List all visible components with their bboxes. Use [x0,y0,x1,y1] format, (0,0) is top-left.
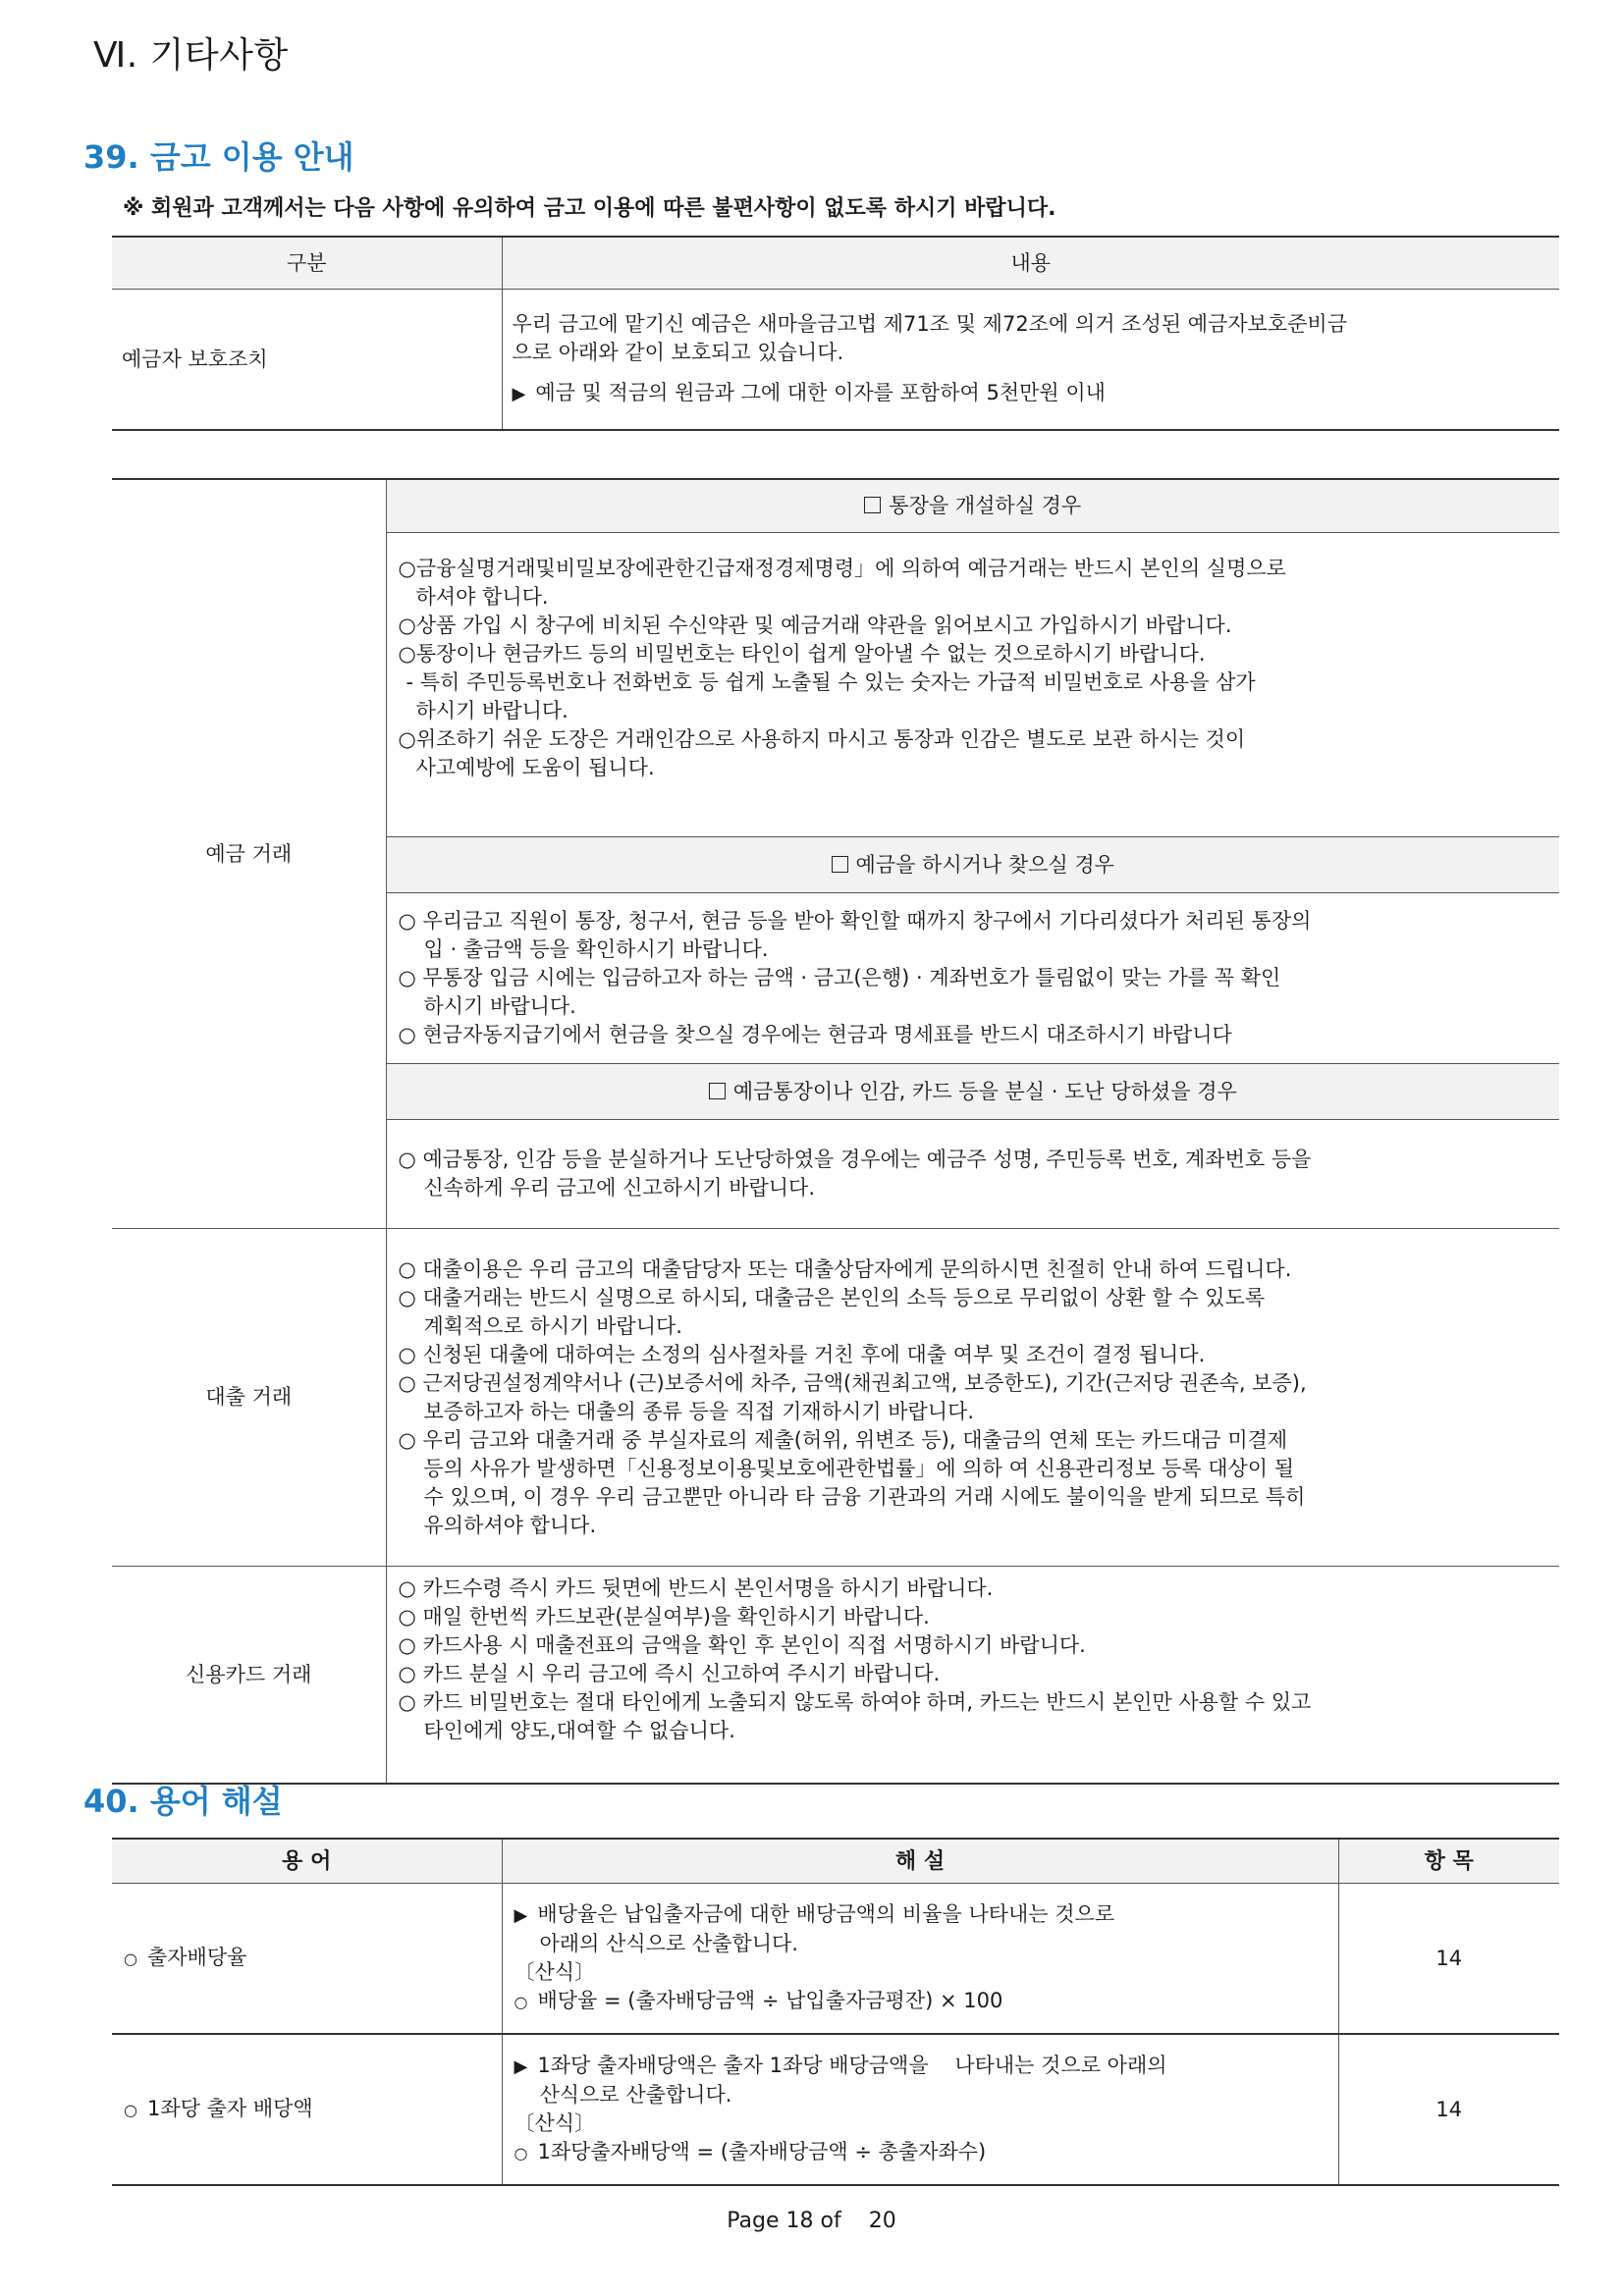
open-line: ○금융실명거래및비밀보장에관한긴급재정경제명령」에 의하여 예금거래는 반드시 본인의 실명으로 [398,557,1286,580]
protection-line-2: 으로 아래와 같이 보호되고 있습니다. [512,341,844,364]
card-line: ○ 카드수령 즉시 카드 뒷면에 반드시 본인서명을 하시기 바랍니다. [398,1576,994,1600]
card-body [386,1567,1559,1785]
depositor-protection-table [112,236,1559,431]
protection-content [502,290,1559,431]
open-account-header-text: 통장을 개설하실 경우 [889,494,1082,517]
open-line: 사고예방에 도움이 됩니다. [415,756,655,779]
section-40-title: 40. 용어 해설 [83,1783,283,1820]
table-row [112,2034,1559,2185]
open-account-header [386,479,1559,533]
loan-line: ○ 우리 금고와 대출거래 중 부실자료의 제출(허위, 위변조 등), 대출금의 연체 또는 카드대금 미결제 [398,1427,1288,1452]
checkbox-icon [864,497,881,513]
lost-stolen-header-text: 예금통장이나 인감, 카드 등을 분실 · 도난 당하셨을 경우 [732,1079,1237,1103]
term-cell [112,2034,502,2185]
deposit-line: ○ 우리금고 직원이 통장, 청구서, 현금 등을 받아 확인할 때까지 창구에서 기다리셨다가 처리된 통장의 [398,909,1312,933]
loan-line: 보증하고자 하는 대출의 종류 등을 직접 기재하시기 바랍니다. [423,1399,975,1423]
loan-line: 등의 사유가 발생하면「신용정보이용및보호에관한법률」에 의하 여 신용관리정보 등록 대상이 될 [423,1456,1295,1480]
deposit-line: 하시기 바랍니다. [423,994,576,1018]
header-category: 구분 [112,237,502,290]
circle-bullet-icon: ○ [124,2101,137,2119]
deposit-withdraw-body [386,893,1559,1064]
open-line: ○위조하기 쉬운 도장은 거래인감으로 사용하지 마시고 통장과 인감은 별도로 보관 하시는 것이 [398,727,1246,751]
circle-bullet-icon: ○ [514,1993,528,2011]
card-line: 타인에게 양도,대여할 수 없습니다. [423,1719,735,1742]
deposit-line: ○ 현금자동지급기에서 현금을 찾으실 경우에는 현금과 명세표를 반드시 대조하시기 바랍니다 [398,1023,1232,1046]
lost-line: 신속하게 우리 금고에 신고하시기 바랍니다. [423,1176,816,1200]
formula-label: 〔산식〕 [514,2111,596,2135]
circle-bullet-icon: ○ [124,1949,137,1968]
notice-text: ※ 회원과 고객께서는 다음 사항에 유의하여 금고 이용에 따른 불편사항이 없도록 하시기 바랍니다. [123,196,1056,221]
formula-line: ○ 1좌당출자배당액 = (출자배당금액 ÷ 총출자좌수) [514,2140,987,2163]
deposit-line: ○ 무통장 입금 시에는 입금하고자 하는 금액 · 금고(은행) · 계좌번호가 틀림없이 맞는 가를 꼭 확인 [398,966,1281,989]
triangle-bullet-icon: ▶ [514,1905,528,1926]
page-footer [0,2209,1623,2233]
header-item: 항 목 [1338,1839,1559,1884]
page-label: Page 18 of [727,2209,841,2233]
explanation-cell [502,1884,1338,2035]
header-explanation: 해 설 [502,1839,1338,1884]
loan-line: 유의하셔야 합니다. [423,1513,597,1537]
card-category: 신용카드 거래 [112,1567,386,1785]
loan-line: 수 있으며, 이 경우 우리 금고뿐만 아니라 타 금융 기관과의 거래 시에도 불이익을 받게 되므로 특히 [423,1484,1306,1509]
loan-category: 대출 거래 [112,1229,386,1567]
term-text: 출자배당율 [146,1946,247,1969]
open-line: ○통장이나 현금카드 등의 비밀번호는 타인이 쉽게 알아낼 수 없는 것으로하시기 바랍니다. [398,642,1206,666]
lost-line: ○ 예금통장, 인감 등을 분실하거나 도난당하였을 경우에는 예금주 성명, 주민등록 번호, 계좌번호 등을 [398,1148,1312,1171]
open-line: - 특히 주민등록번호나 전화번호 등 쉽게 노출될 수 있는 숫자는 가급적 비밀번호로 사용을 삼가 [406,670,1256,694]
explanation-cell [502,2034,1338,2185]
checkbox-icon [832,856,848,873]
card-line: ○ 카드 비밀번호는 절대 타인에게 노출되지 않도록 하여야 하며, 카드는 반드시 본인만 사용할 수 있고 [398,1690,1312,1714]
header-content: 내용 [502,237,1559,290]
triangle-bullet-icon: ▶ [512,384,526,404]
item-number: 14 [1338,1884,1559,2035]
term-text: 1좌당 출자 배당액 [146,2097,313,2120]
deposit-withdraw-header-text: 예금을 하시거나 찾으실 경우 [855,852,1114,877]
table-row [112,1884,1559,2035]
loan-line: ○ 대출거래는 반드시 실명으로 하시되, 대출금은 본인의 소득 등으로 무리없이 상환 할 수 있도록 [398,1285,1266,1309]
section-39-title: 39. 금고 이용 안내 [83,138,354,176]
loan-line: 계획적으로 하시기 바랍니다. [423,1313,682,1338]
protection-category: 예금자 보호조치 [112,290,502,431]
lost-stolen-header [386,1064,1559,1120]
glossary-table [112,1838,1559,2186]
card-line: ○ 카드사용 시 매출전표의 금액을 확인 후 본인이 직접 서명하시기 바랍니다. [398,1633,1086,1657]
circle-bullet-icon: ○ [514,2144,528,2163]
page-total: 20 [868,2209,896,2233]
chapter-title: Ⅵ. 기타사항 [93,35,289,76]
loan-line: ○ 신청된 대출에 대하여는 소정의 심사절차를 거친 후에 대출 여부 및 조건이 결정 됩니다. [398,1342,1206,1366]
triangle-bullet-icon: ▶ [514,2056,528,2077]
protection-limit-text: 예금 및 적금의 원금과 그에 대한 이자를 포함하여 5천만원 이내 [535,381,1106,404]
protection-line-1: 우리 금고에 맡기신 예금은 새마을금고법 제71조 및 제72조에 의거 조성된 예금자보호준비금 [512,312,1347,336]
open-line: 하셔야 합니다. [415,585,549,609]
explanation-line: 아래의 산식으로 산출합니다. [539,1932,798,1955]
lost-stolen-body [386,1120,1559,1229]
deposit-category: 예금 거래 [112,479,386,1229]
card-line: ○ 카드 분실 시 우리 금고에 즉시 신고하여 주시기 바랍니다. [398,1662,941,1685]
explanation-line: 산식으로 산출합니다. [539,2083,732,2107]
deposit-withdraw-header [386,837,1559,893]
loan-body [386,1229,1559,1567]
term-cell [112,1884,502,2035]
explanation-line: ▶ 1좌당 출자배당액은 출자 1좌당 배당금액을 나타내는 것으로 아래의 [514,2054,1167,2077]
loan-line: ○ 근저당권설정계약서나 (근)보증서에 차주, 금액(채권최고액, 보증한도), 기간(근저당 권존속, 보증), [398,1370,1307,1395]
deposit-line: 입 · 출금액 등을 확인하시기 바랍니다. [423,937,769,961]
checkbox-icon [709,1083,726,1099]
loan-line: ○ 대출이용은 우리 금고의 대출담당자 또는 대출상담자에게 문의하시면 친절히 안내 하여 드립니다. [398,1256,1292,1281]
protection-line-3 [513,379,1550,408]
header-term: 용 어 [112,1839,502,1884]
explanation-line: ▶ 배당율은 납입출자금에 대한 배당금액의 비율을 나타내는 것으로 [514,1902,1115,1926]
open-line: ○상품 가입 시 창구에 비치된 수신약관 및 예금거래 약관을 읽어보시고 가입하시기 바랍니다. [398,614,1232,637]
open-line: 하시기 바랍니다. [415,699,568,722]
card-line: ○ 매일 한번씩 카드보관(분실여부)을 확인하시기 바랍니다. [398,1605,930,1629]
open-account-body [386,533,1559,837]
formula-line: ○ 배당율 = (출자배당금액 ÷ 납입출자금평잔) × 100 [514,1989,1003,2012]
item-number: 14 [1338,2034,1559,2185]
usage-guide-table [112,478,1559,1785]
formula-label: 〔산식〕 [514,1960,596,1984]
